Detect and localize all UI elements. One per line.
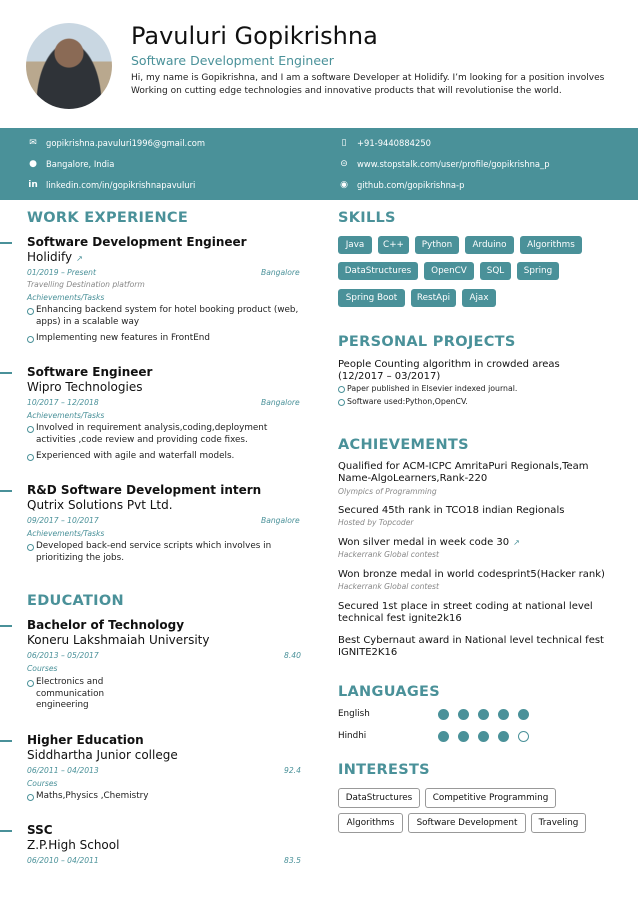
tasks-label: Achievements/Tasks — [27, 293, 105, 302]
interests-section-title: INTERESTS — [338, 762, 430, 778]
achievement-sub: Olympics of Programming — [338, 487, 437, 496]
school-name: Z.P.High School — [27, 838, 120, 852]
skill-tag: DataStructures — [338, 262, 418, 280]
tasks-label: Achievements/Tasks — [27, 529, 105, 538]
location-text: Bangalore, India — [46, 159, 115, 169]
github-icon: ◉ — [340, 180, 348, 190]
achievement-text: Secured 1st place in street coding at national level technical fest ignite2k16 — [338, 601, 593, 624]
contact-location — [27, 159, 114, 169]
school-name: Siddhartha Junior college — [27, 748, 178, 762]
project-point: Paper published in Elsevier indexed journal. — [338, 384, 517, 393]
level-dot-filled — [498, 731, 509, 742]
achievement-item — [338, 537, 608, 549]
achievements-section-title: ACHIEVEMENTS — [338, 437, 469, 453]
job-dates: 10/2017 – 12/2018 — [27, 398, 99, 407]
contact-phone[interactable] — [338, 138, 431, 148]
skill-tag: RestApi — [411, 289, 456, 307]
work-section-title: WORK EXPERIENCE — [27, 210, 189, 226]
projects-section-title: PERSONAL PROJECTS — [338, 334, 516, 350]
edu-dates: 06/2013 – 05/2017 — [27, 651, 99, 660]
achievement-sub: Hosted by Topcoder — [338, 518, 414, 527]
task-item: Enhancing backend system for hotel booking product (web, apps) in a scalable way — [27, 305, 302, 328]
link-icon: ⊝ — [340, 159, 348, 169]
level-dot-filled — [438, 731, 449, 742]
contact-bar — [0, 128, 638, 200]
skill-tag: Ajax — [462, 289, 496, 307]
language-name: Hindhi — [338, 731, 367, 741]
skill-tag: Algorithms — [520, 236, 582, 254]
achievement-text: Best Cybernaut award in National level technical fest IGNITE2K16 — [338, 635, 604, 658]
person-role: Software Development Engineer — [131, 53, 334, 68]
level-dot-filled — [478, 731, 489, 742]
phone-text: +91-9440884250 — [357, 138, 431, 148]
timeline-marker — [0, 830, 12, 832]
education-section-title: EDUCATION — [27, 593, 124, 609]
website-text: www.stopstalk.com/user/profile/gopikrishna_p — [357, 159, 550, 169]
degree-title: Bachelor of Technology — [27, 618, 185, 632]
level-dot-filled — [458, 731, 469, 742]
phone-icon: ▯ — [341, 138, 347, 148]
job-org-text: Holidify — [27, 250, 73, 264]
job-location: Bangalore — [261, 398, 300, 407]
profile-photo — [26, 23, 112, 109]
summary-text: Hi, my name is Gopikrishna, and I am a software Developer at Holidify. I’m looking for a position involves Working on cutting edge technologies and innovative products that will revolutionise the world. — [131, 73, 605, 96]
skill-tag: SQL — [480, 262, 511, 280]
linkedin-icon: in — [28, 180, 38, 190]
interest-tag: Algorithms — [338, 813, 403, 833]
timeline-marker — [0, 372, 12, 374]
job-org — [27, 250, 83, 264]
achievement-text: Won silver medal in week code 30 — [338, 537, 510, 548]
email-icon: ✉ — [29, 138, 37, 148]
interest-tag: DataStructures — [338, 788, 420, 808]
degree-title: SSC — [27, 823, 53, 837]
job-org: Qutrix Solutions Pvt Ltd. — [27, 498, 173, 512]
achievement-text: Secured 45th rank in TCO18 indian Regionals — [338, 505, 565, 516]
courses-label: Courses — [27, 664, 58, 673]
skill-tag: Java — [338, 236, 372, 254]
level-dot-filled — [498, 709, 509, 720]
job-dates: 09/2017 – 10/2017 — [27, 516, 99, 525]
contact-linkedin[interactable] — [27, 180, 195, 190]
external-link-icon[interactable]: ↗ — [513, 538, 520, 547]
linkedin-text: linkedin.com/in/gopikrishnapavuluri — [46, 180, 196, 190]
course-item: Electronics and communication engineering — [27, 677, 127, 712]
external-link-icon[interactable]: ↗ — [76, 254, 83, 263]
person-name: Pavuluri Gopikrishna — [131, 22, 378, 50]
job-org: Wipro Technologies — [27, 380, 143, 394]
level-dot-filled — [458, 709, 469, 720]
languages-section-title: LANGUAGES — [338, 684, 440, 700]
skills-section-title: SKILLS — [338, 210, 396, 226]
school-name: Koneru Lakshmaiah University — [27, 633, 210, 647]
email-text: gopikrishna.pavuluri1996@gmail.com — [46, 138, 206, 148]
edu-score: 83.5 — [284, 856, 301, 865]
job-title: R&D Software Development intern — [27, 483, 262, 497]
task-item: Experienced with agile and waterfall models. — [27, 451, 302, 463]
skill-tag: Arduino — [465, 236, 514, 254]
skill-tag: Spring Boot — [338, 289, 405, 307]
level-dot-filled — [518, 709, 529, 720]
edu-score: 8.40 — [284, 651, 301, 660]
interest-tag: Software Development — [408, 813, 526, 833]
contact-website[interactable] — [338, 159, 550, 169]
degree-title: Higher Education — [27, 733, 144, 747]
interest-tag: Traveling — [531, 813, 586, 833]
skill-tag: OpenCV — [424, 262, 474, 280]
level-dot-filled — [478, 709, 489, 720]
skill-tag: Python — [415, 236, 459, 254]
achievement-text: Qualified for ACM-ICPC AmritaPuri Regionals,Team Name-AlgoLearners,Rank-220 — [338, 461, 589, 484]
interest-tag: Competitive Programming — [425, 788, 556, 808]
resume-header — [0, 0, 638, 128]
timeline-marker — [0, 625, 12, 627]
level-dot-empty — [518, 731, 529, 742]
courses-label: Courses — [27, 779, 58, 788]
timeline-marker — [0, 490, 12, 492]
timeline-marker — [0, 242, 12, 244]
edu-score: 92.4 — [284, 766, 301, 775]
job-dates: 01/2019 – Present — [27, 268, 96, 277]
level-dot-filled — [438, 709, 449, 720]
course-item: Maths,Physics ,Chemistry — [27, 791, 227, 803]
language-name: English — [338, 709, 370, 719]
achievement-sub: Hackerrank Global contest — [338, 550, 439, 559]
job-location: Bangalore — [261, 516, 300, 525]
edu-dates: 06/2010 – 04/2011 — [27, 856, 99, 865]
task-item: Developed back-end service scripts which involves in prioritizing the jobs. — [27, 541, 277, 564]
task-item: Involved in requirement analysis,coding,deployment activities ,code review and providing code fixes. — [27, 423, 277, 446]
skill-tag: C++ — [378, 236, 409, 254]
edu-dates: 06/2011 – 04/2013 — [27, 766, 99, 775]
job-title: Software Engineer — [27, 365, 153, 379]
timeline-marker — [0, 740, 12, 742]
contact-github[interactable] — [338, 180, 464, 190]
job-title: Software Development Engineer — [27, 235, 247, 249]
task-item: Implementing new features in FrontEnd — [27, 333, 302, 345]
tasks-label: Achievements/Tasks — [27, 411, 105, 420]
job-location: Bangalore — [261, 268, 300, 277]
job-description: Travelling Destination platform — [27, 280, 145, 289]
achievement-sub: Hackerrank Global contest — [338, 582, 439, 591]
location-icon: ● — [29, 159, 37, 169]
project-name: People Counting algorithm in crowded areas (12/2017 – 03/2017) — [338, 359, 560, 382]
contact-email[interactable] — [27, 138, 205, 148]
achievement-text: Won bronze medal in world codesprint5(Hacker rank) — [338, 569, 605, 580]
project-point: Software used:Python,OpenCV. — [338, 397, 468, 406]
skill-tag: Spring — [517, 262, 559, 280]
github-text: github.com/gopikrishna-p — [357, 180, 465, 190]
